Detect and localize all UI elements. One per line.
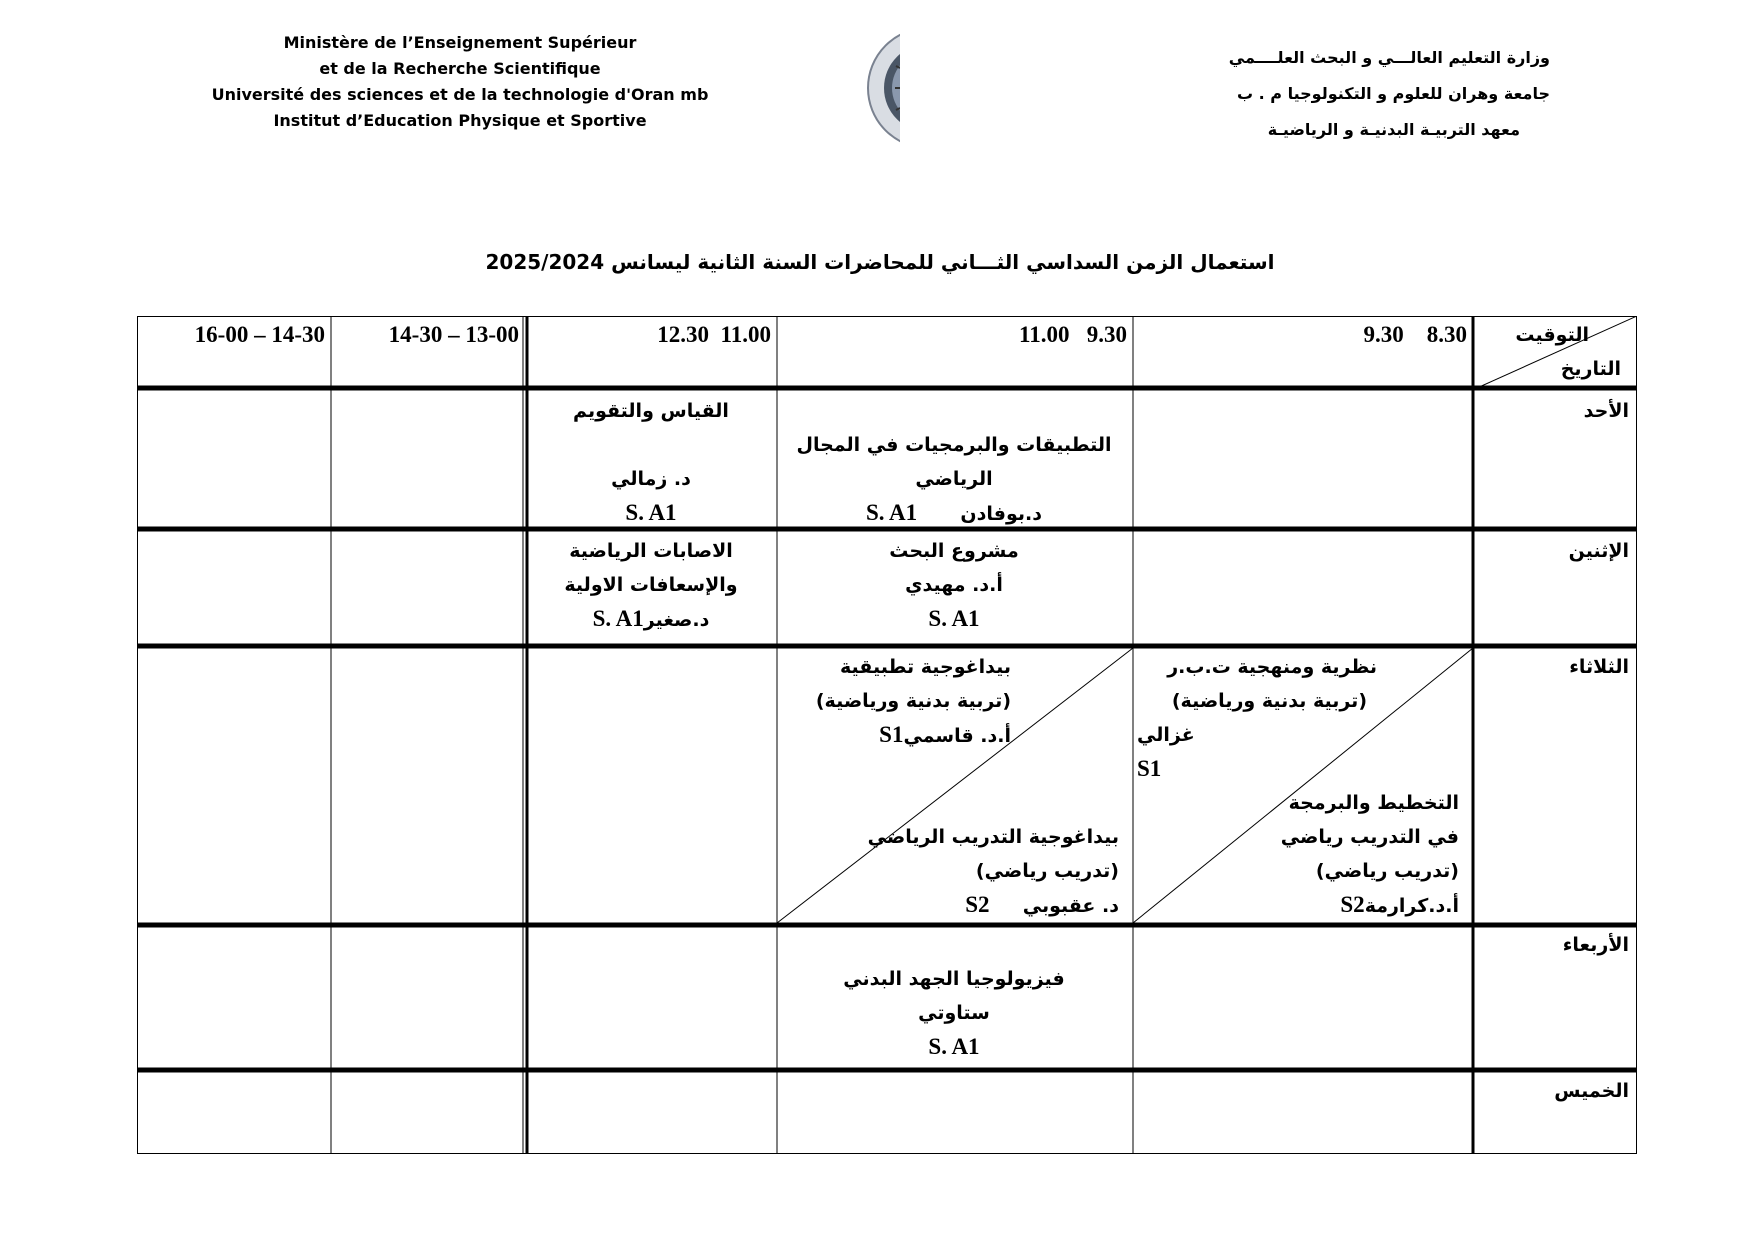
- wednesday-slot2: [781, 962, 1127, 1064]
- tuesday-slot2-top: [781, 650, 1011, 753]
- prof-room-line: [1137, 888, 1467, 923]
- course-name: التطبيقات والبرمجيات في المجال: [796, 434, 1112, 456]
- tuesday-slot1-top-prof: [1137, 718, 1217, 786]
- corner-label: [1479, 318, 1629, 386]
- sunday-slot3: [531, 394, 771, 530]
- monday-slot3: [531, 534, 771, 637]
- course-name: فيزيولوجيا الجهد البدني: [843, 968, 1065, 990]
- room-label: S1: [879, 722, 904, 747]
- time-slot-1-label: 9.30 8.30: [1363, 322, 1467, 347]
- ministry-ar: وزارة التعليم العالـــي و البحث العلــــمي: [1228, 48, 1550, 67]
- day-thursday: الخميس: [1554, 1080, 1629, 1102]
- institute-ar: معهد التربيـة البدنيـة و الرياضيـة: [1267, 120, 1520, 139]
- time-slot-4: [335, 318, 519, 353]
- course-track: (تدريب رياضي): [1315, 860, 1459, 882]
- course-track: (تربية بدنية ورياضية): [815, 690, 1011, 712]
- professor-name: د.صغير: [643, 609, 710, 631]
- professor-name: د. زمالي: [611, 468, 691, 490]
- monday-slot2: [781, 534, 1127, 636]
- course-name: القياس والتقويم: [573, 400, 729, 422]
- institute-fr: Institut d’Education Physique et Sportive: [273, 111, 647, 130]
- course-name: التخطيط والبرمجة: [1288, 792, 1459, 814]
- professor-name: أ.د. مهيدي: [905, 574, 1003, 596]
- room-label: S. A1: [866, 500, 918, 525]
- tuesday-slot2-bottom: [781, 820, 1127, 923]
- course-name-cont: الرياضي: [915, 468, 993, 490]
- university-seal-icon: [866, 26, 900, 150]
- tuesday-slot1-top: [1137, 650, 1467, 718]
- prof-room-line: [781, 496, 1127, 531]
- time-slot-3-label: 12.30 11.00: [657, 322, 771, 347]
- professor-name: أ.د.كرارمة: [1364, 895, 1459, 917]
- professor-name: أ.د. قاسمي: [903, 725, 1011, 747]
- header-arabic: [1130, 40, 1550, 148]
- sunday-slot2: [781, 428, 1127, 531]
- day-monday: الإثنين: [1568, 540, 1629, 562]
- course-track: (تربية بدنية ورياضية): [1171, 690, 1367, 712]
- course-name: مشروع البحث: [889, 540, 1019, 562]
- room-label: S. A1: [928, 606, 980, 631]
- schedule-title: استعمال الزمن السداسي الثـــاني للمحاضرات السنة الثانية ليسانس 2025/2024: [485, 250, 1275, 274]
- timetable: [137, 316, 1637, 1154]
- professor-name: د. عقبوبي: [1022, 895, 1119, 917]
- course-name-cont: والإسعافات الاولية: [564, 574, 738, 596]
- corner-bottom: التاريخ: [1560, 358, 1621, 380]
- prof-room-line: [781, 888, 1127, 923]
- time-slot-2-label: 11.00 9.30: [1019, 322, 1127, 347]
- time-slot-3: [531, 318, 771, 353]
- tuesday-slot1-bottom: [1137, 786, 1467, 923]
- header-french: [190, 30, 730, 134]
- day-wednesday: الأربعاء: [1562, 934, 1629, 956]
- university-fr: Université des sciences et de la technologie d'Oran mb: [211, 85, 709, 104]
- ministry-fr: Ministère de l’Enseignement Supérieur: [283, 33, 637, 52]
- time-slot-1: [1137, 318, 1467, 353]
- course-name: الاصابات الرياضية: [569, 540, 733, 562]
- course-name: بيداغوجية التدريب الرياضي: [867, 826, 1119, 848]
- room-label: S. A1: [592, 606, 644, 631]
- course-name-cont: في التدريب رياضي: [1280, 826, 1459, 848]
- room-label: S1: [1137, 756, 1162, 781]
- research-fr: et de la Recherche Scientifique: [319, 59, 601, 78]
- course-name: نظرية ومنهجية ت.ب.ر: [1167, 656, 1377, 678]
- corner-top: التوقيت: [1515, 324, 1589, 346]
- course-track: (تدريب رياضي): [975, 860, 1119, 882]
- room-label: S. A1: [928, 1034, 980, 1059]
- course-name: بيداغوجية تطبيقية: [840, 656, 1011, 678]
- time-slot-2: [781, 318, 1127, 353]
- room-label: S2: [965, 892, 990, 917]
- university-ar: جامعة وهران للعلوم و التكنولوجيا م . ب: [1237, 84, 1550, 103]
- time-slot-4-label: 14-30 – 13-00: [388, 322, 519, 347]
- time-slot-5-label: 16-00 – 14-30: [194, 322, 325, 347]
- professor-name: د.بوفادن: [960, 503, 1042, 525]
- prof-room-line: [531, 602, 771, 637]
- day-sunday: الأحد: [1583, 400, 1629, 422]
- professor-name: ستاوتي: [918, 1002, 990, 1024]
- day-tuesday: الثلاثاء: [1569, 656, 1629, 678]
- time-slot-5: [141, 318, 325, 353]
- prof-room-line: [781, 718, 1011, 753]
- room-label: S. A1: [625, 500, 677, 525]
- room-label: S2: [1340, 892, 1365, 917]
- professor-name: غزالي: [1137, 724, 1195, 746]
